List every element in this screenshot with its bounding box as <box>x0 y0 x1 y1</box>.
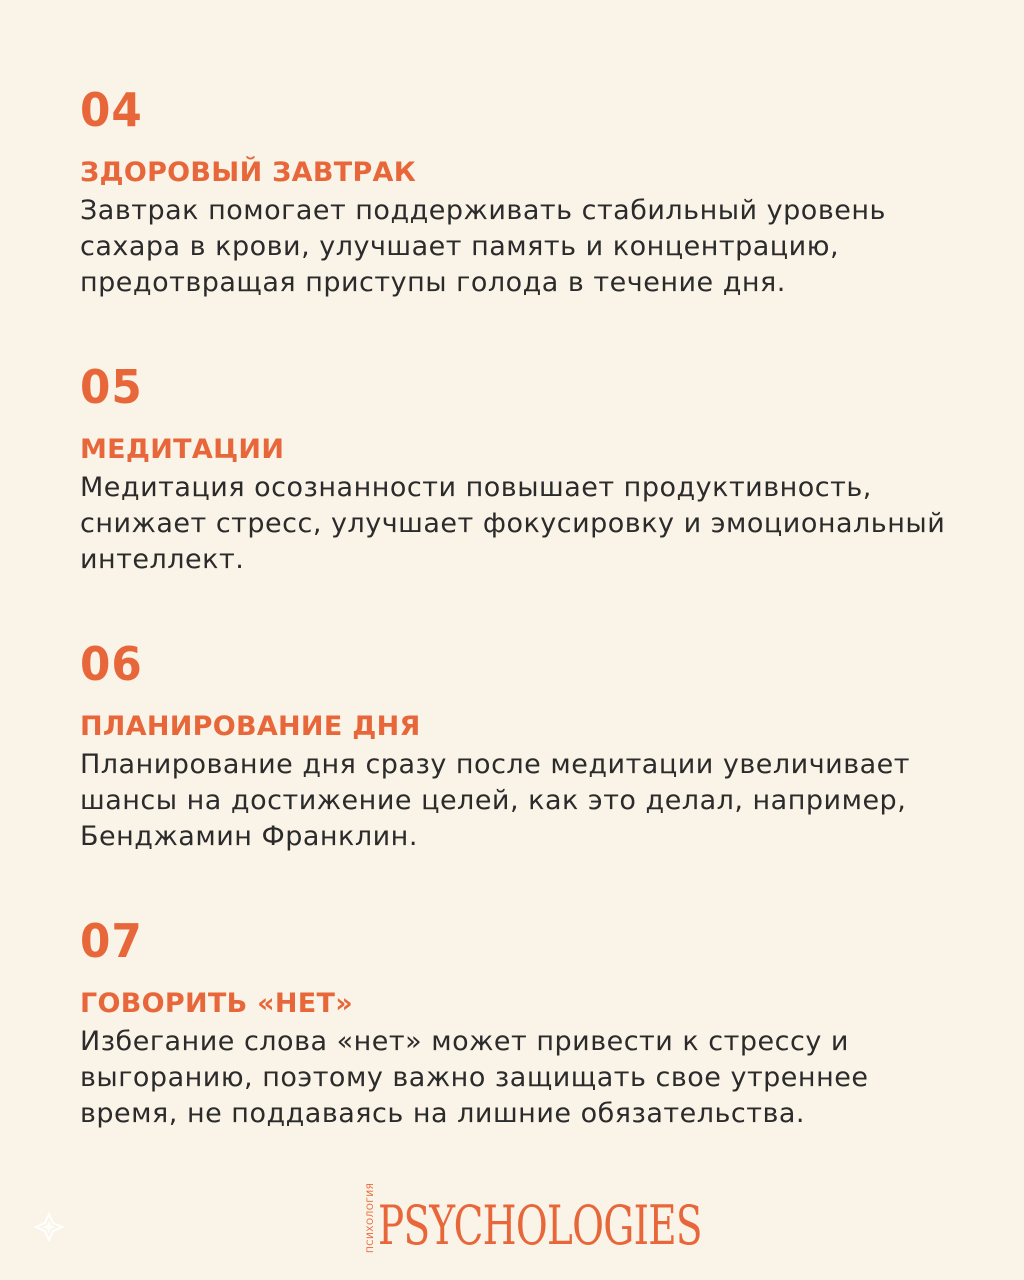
logo-main-text: PSYCHOLOGIES <box>378 1194 702 1257</box>
logo-small-text: ПСИХОЛОГИЯ <box>366 1182 376 1253</box>
section-healthy-breakfast <box>80 85 980 301</box>
body-line: сахара в крови, улучшает память и концентрацию, <box>80 231 840 262</box>
body-line: выгоранию, поэтому важно защищать свое утреннее <box>80 1062 869 1093</box>
section-body <box>80 470 980 578</box>
section-day-planning <box>80 639 980 855</box>
section-number: 07 <box>80 914 143 968</box>
body-line: Завтрак помогает поддерживать стабильный уровень <box>80 195 886 226</box>
section-title: МЕДИТАЦИИ <box>80 434 285 465</box>
section-body <box>80 193 980 301</box>
section-title: ГОВОРИТЬ «НЕТ» <box>80 988 354 1019</box>
section-saying-no <box>80 916 980 1132</box>
section-number: 06 <box>80 637 143 691</box>
body-line: Избегание слова «нет» может привести к стрессу и <box>80 1026 849 1057</box>
body-line: интеллект. <box>80 544 245 575</box>
sparkle-icon <box>34 1212 64 1242</box>
section-number: 04 <box>80 83 143 137</box>
body-line: снижает стресс, улучшает фокусировку и эмоциональный <box>80 508 946 539</box>
footer <box>0 1182 1024 1260</box>
body-line: время, не поддаваясь на лишние обязательства. <box>80 1098 806 1129</box>
section-title: ЗДОРОВЫЙ ЗАВТРАК <box>80 157 417 188</box>
body-line: шансы на достижение целей, как это делал, например, <box>80 785 907 816</box>
section-title: ПЛАНИРОВАНИЕ ДНЯ <box>80 711 421 742</box>
body-line: Бенджамин Франклин. <box>80 821 418 852</box>
section-meditation <box>80 362 980 578</box>
body-line: предотвращая приступы голода в течение дня. <box>80 267 786 298</box>
body-line: Медитация осознанности повышает продуктивность, <box>80 472 872 503</box>
section-body <box>80 747 980 855</box>
psychologies-logo <box>366 1182 828 1257</box>
section-number: 05 <box>80 360 143 414</box>
body-line: Планирование дня сразу после медитации увеличивает <box>80 749 911 780</box>
section-body <box>80 1024 980 1132</box>
